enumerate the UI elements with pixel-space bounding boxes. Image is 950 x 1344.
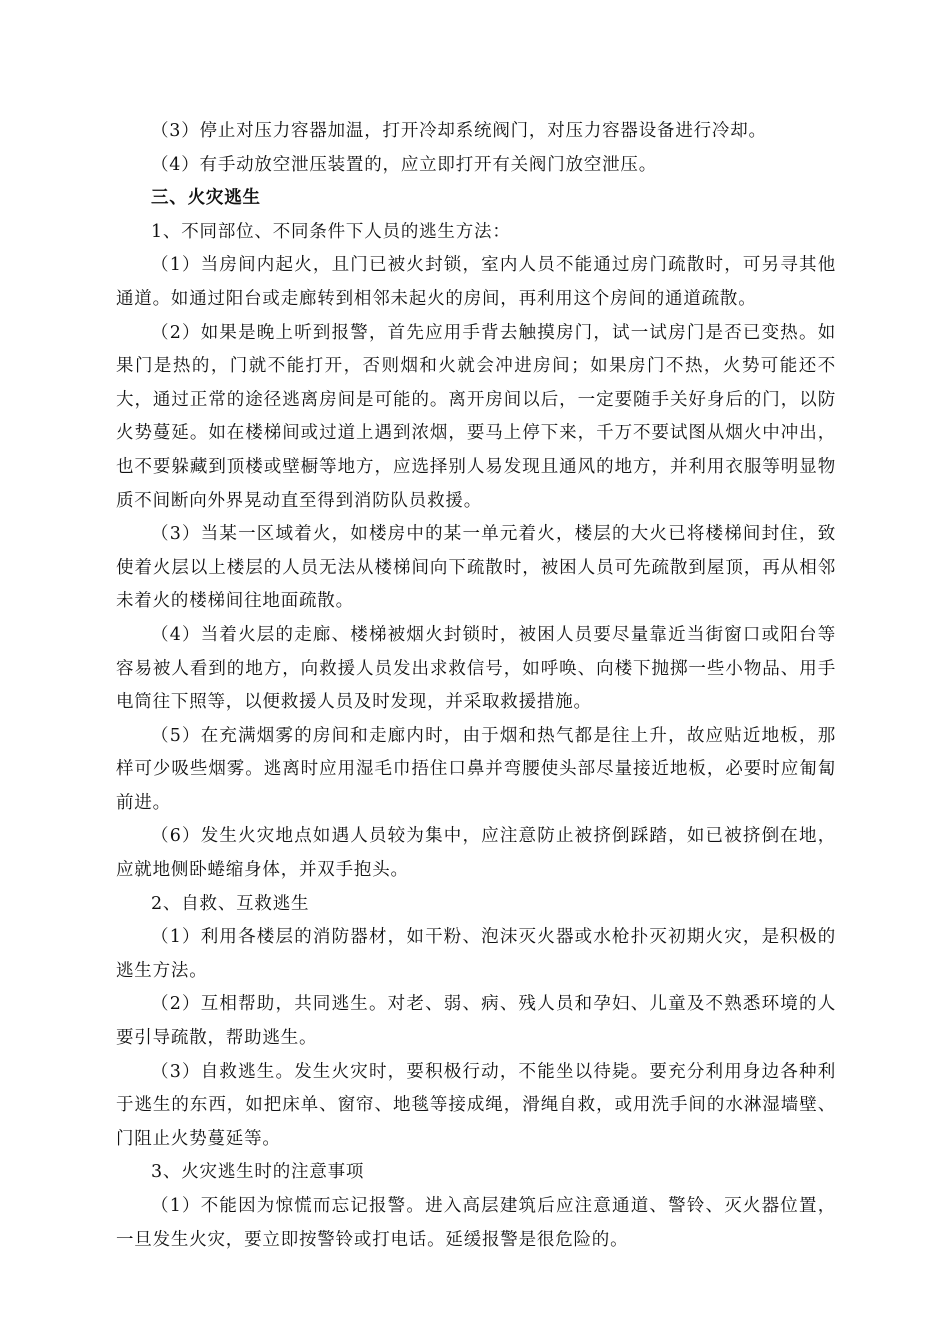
subheading-escape-methods: 1、不同部位、不同条件下人员的逃生方法： [151,221,511,242]
paragraph-method-5: （5）在充满烟雾的房间和走廊内时，由于烟和热气都是往上升，故应贴近地板，那样可少吸些烟雾。逃离时应用湿毛巾捂住口鼻并弯腰使头部尽量接近地板，必要时应匍匐前进。 [116,725,836,813]
paragraph-method-1: （1）当房间内起火，且门已被火封锁，室内人员不能通过房门疏散时，可另寻其他通道。如通过阳台或走廊转到相邻未起火的房间，再利用这个房间的通道疏散。 [116,255,836,309]
paragraph-method-3: （3）当某一区域着火，如楼房中的某一单元着火，楼层的大火已将楼梯间封住，致使着火层以上楼层的人员无法从楼梯间向下疏散时，被困人员可先疏散到屋顶，再从相邻未着火的楼梯间往地面疏散。 [116,524,836,612]
subheading-precautions: 3、火灾逃生时的注意事项 [151,1162,365,1183]
paragraph-stop-heating: （3）停止对压力容器加温，打开冷却系统阀门，对压力容器设备进行冷却。 [151,121,767,141]
paragraph-rescue-2: （2）互相帮助，共同逃生。对老、弱、病、残人员和孕妇、儿童及不熟悉环境的人要引导疏散，帮助逃生。 [116,994,836,1049]
section-heading-fire-escape: 三、火灾逃生 [151,188,261,209]
paragraph-method-2: （2）如果是晚上听到报警，首先应用手背去触摸房门，试一试房门是否已变热。如果门是热的，门就不能打开，否则烟和火就会冲进房间；如果房门不热，火势可能还不大，通过正常的途径逃离房间是可能的。离开房间以后，一定要随手关好身后的门，以防火势蔓延。如在楼梯间或过道上遇到浓烟，要马上停下来，千万不要试图从烟火中冲出，也不要躲藏到顶楼或壁橱等地方，应选择别人易发现且通风的地方，并利用衣服等明显物质不间断向外界晃动直至得到消防队员救援。 [116,322,836,511]
paragraph-method-6: （6）发生火灾地点如遇人员较为集中，应注意防止被挤倒踩踏，如已被挤倒在地，应就地侧卧蜷缩身体，并双手抱头。 [116,826,836,881]
paragraph-rescue-3: （3）自救逃生。发生火灾时，要积极行动，不能坐以待毙。要充分利用身边各种利于逃生的东西，如把床单、窗帘、地毯等接成绳，滑绳自救，或用洗手间的水淋湿墙壁、门阻止火势蔓延等。 [116,1061,836,1149]
subheading-self-rescue: 2、自救、互救逃生 [151,893,310,914]
paragraph-precaution-1: （1）不能因为惊慌而忘记报警。进入高层建筑后应注意通道、警铃、灭火器位置，一旦发生火灾，要立即按警铃或打电话。延缓报警是很危险的。 [116,1196,836,1250]
document-body [116,115,836,1257]
paragraph-method-4: （4）当着火层的走廊、楼梯被烟火封锁时，被困人员要尽量靠近当街窗口或阳台等容易被人看到的地方，向救援人员发出求救信号，如呼唤、向楼下抛掷一些小物品、用手电筒往下照等，以便救援人员及时发现，并采取救援措施。 [116,624,836,713]
paragraph-rescue-1: （1）利用各楼层的消防器材，如干粉、泡沫灭火器或水枪扑灭初期火灾，是积极的逃生方法。 [116,927,836,981]
paragraph-manual-vent: （4）有手动放空泄压装置的，应立即打开有关阀门放空泄压。 [151,154,658,175]
